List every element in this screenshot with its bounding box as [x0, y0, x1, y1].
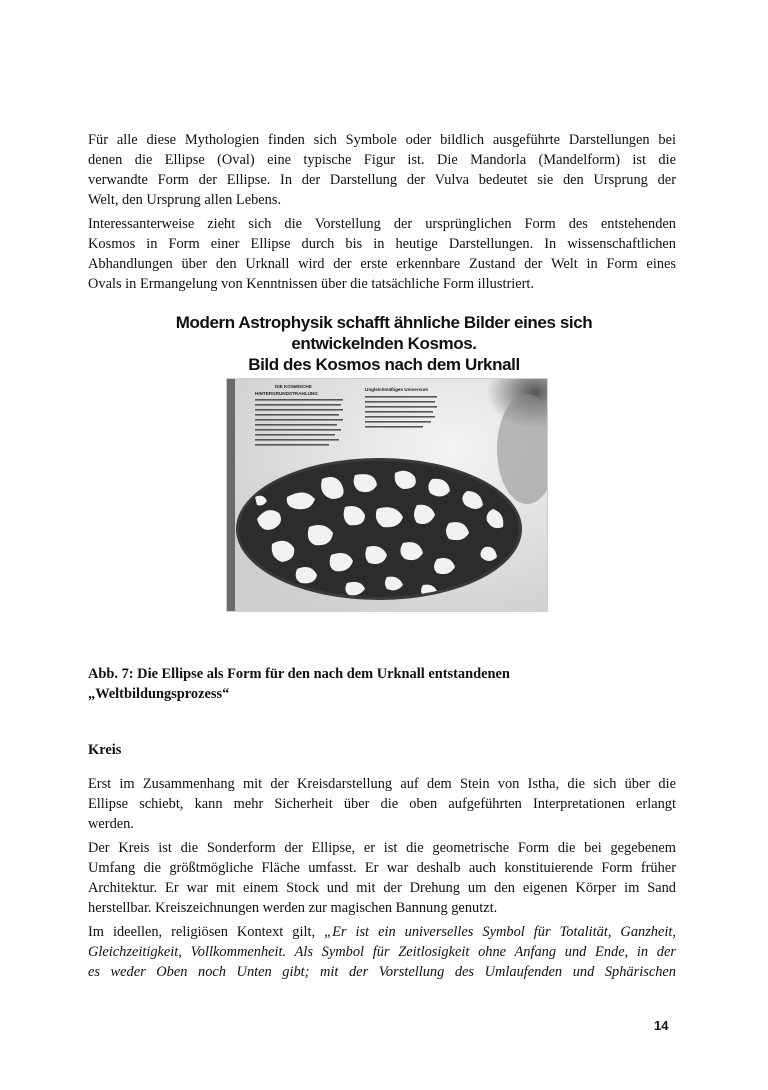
headline-line: entwickelnden Kosmos.	[291, 334, 477, 353]
caption-line: „Weltbildungsprozess“	[88, 686, 230, 702]
text-line: Erst im Zusammenhang mit der Kreisdarstellung auf dem Stein von Istha, die sich über die	[88, 776, 676, 792]
text-line: herstellbar. Kreiszeichnungen werden zur magischen Bannung genutzt.	[88, 900, 498, 916]
page-number: 14	[654, 1018, 669, 1033]
text-line: Ovals in Ermangelung von Kenntnissen über die tatsächliche Form illustriert.	[88, 276, 535, 292]
text-line	[88, 922, 676, 942]
figure-left-title-2: HINTERGRUNDSTRAHLUNG	[255, 391, 318, 396]
paragraph-religious-context	[88, 922, 676, 982]
paragraph-cosmos-ellipse	[88, 214, 676, 294]
text-line: Welt, den Ursprung allen Lebens.	[88, 192, 282, 208]
figure-caption	[88, 664, 676, 704]
headline-line: Modern Astrophysik schafft ähnliche Bilder eines sich	[175, 313, 593, 332]
cosmos-figure	[226, 378, 548, 612]
quote-text: es weder Oben noch Unten gibt; mit der Vorstellung des Umlaufenden und Sphärischen	[88, 964, 676, 980]
text-line: verwandte Form der Ellipse. In der Darstellung der Vulva bedeutet sie den Ursprung der	[88, 172, 676, 188]
text-line: Ellipse schiebt, kann mehr Sicherheit über die oben aufgeführten Interpretationen erlangt	[88, 796, 676, 812]
text-line: denen die Ellipse (Oval) eine typische Figur ist. Die Mandorla (Mandelform) ist die	[88, 152, 676, 168]
text-line: werden.	[88, 816, 134, 832]
text-line: Umfang die größtmögliche Fläche umfasst. Er war deshalb auch konstituierende Form früher	[88, 860, 676, 876]
text-line: Kosmos in Form einer Ellipse durch bis in heutige Darstellungen. In wissenschaftlichen	[88, 236, 676, 252]
caption-line: Abb. 7: Die Ellipse als Form für den nach dem Urknall entstandenen	[88, 666, 510, 682]
text-line: Interessanterweise zieht sich die Vorstellung der ursprünglichen Form des entstehenden	[88, 216, 676, 232]
figure-headline	[150, 312, 618, 375]
text-plain: Im ideellen, religiösen Kontext gilt,	[88, 924, 325, 940]
paragraph-circle-definition	[88, 838, 676, 918]
quote-text: Gleichzeitigkeit, Vollkommenheit. Als Symbol für Zeitlosigkeit ohne Anfang und Ende, in der	[88, 944, 676, 960]
text-line: Abhandlungen über den Urknall wird der erste erkennbare Zustand der Welt in Form eines	[88, 256, 676, 272]
figure-right-title: Ungleichmäßiges Universum	[365, 387, 429, 392]
headline-line: Bild des Kosmos nach dem Urknall	[248, 355, 520, 374]
text-line: Architektur. Er war mit einem Stock und mit der Drehung um den eigenen Körper im Sand	[88, 880, 676, 896]
text-line: Für alle diese Mythologien finden sich Symbole oder bildlich ausgeführte Darstellungen bei	[88, 132, 676, 148]
paragraph-mythologies	[88, 130, 676, 210]
cosmic-background-image	[227, 379, 547, 611]
paragraph-stone-istha	[88, 774, 676, 834]
figure-left-title-1: DIE KOSMISCHE	[275, 384, 312, 389]
quote-text: „Er ist ein universelles Symbol für Totalität, Ganzheit,	[324, 924, 676, 940]
text-line: Der Kreis ist die Sonderform der Ellipse, er ist die geometrische Form die bei gegebenem	[88, 840, 676, 856]
section-heading: Kreis	[88, 742, 122, 758]
